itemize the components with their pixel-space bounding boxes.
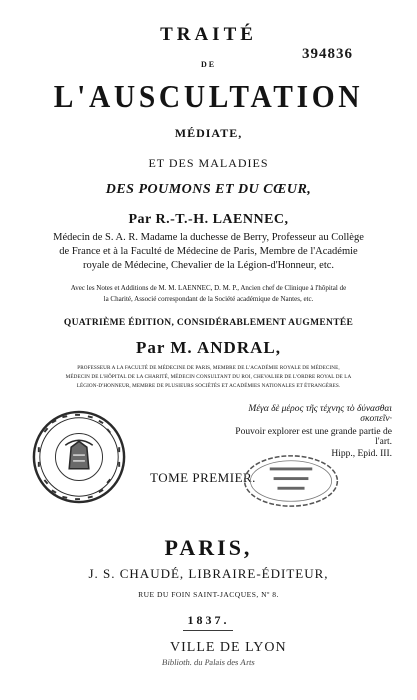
editor-desc-line: MÉDECIN DE L'HÔPITAL DE LA CHARITÉ, MÉDECIN CONSULTANT DU ROI, CHEVALIER DE L'ORDRE ROYAL DE LA (65, 374, 352, 380)
epigraph-citation: Hipp., Epid. III. (331, 449, 392, 459)
title-poumons: DES POUMONS ET DU CŒUR, (105, 182, 312, 197)
imprint-year: 1837. (187, 613, 230, 627)
imprint-city: PARIS, (164, 535, 253, 560)
oval-library-stamp (240, 452, 342, 510)
editor-byline: Par M. ANDRAL, (136, 338, 281, 357)
main-title: L'AUSCULTATION (53, 78, 364, 114)
imprint-address: RUE DU FOIN SAINT-JACQUES, Nº 8. (138, 590, 279, 599)
editor-desc-line: PROFESSEUR A LA FACULTÉ DE MÉDECINE DE PARIS, MEMBRE DE L'ACADÉMIE ROYALE DE MÉDECINE, (77, 365, 340, 371)
library-stamp-ville: VILLE DE LYON (170, 640, 287, 655)
notes-line: Avec les Notes et Additions de M. M. LAENNEC, D. M. P., Ancien chef de Clinique à l'hôpital de (70, 284, 347, 292)
edition-statement: QUATRIÈME ÉDITION, CONSIDÉRABLEMENT AUGMENTÉE (63, 318, 354, 328)
author-desc-line: royale de Médecine, Chevalier de la Légion-d'Honneur, etc. (82, 260, 335, 271)
title-de: DE (200, 60, 217, 69)
volume-label: TOME PREMIER. (150, 470, 256, 485)
author-desc-line: de France et à la Faculté de Médecine de Paris, Membre de l'Académie (59, 246, 358, 257)
epigraph-french: Pouvoir explorer est une grande partie de l'art. (235, 427, 392, 447)
title-maladies: ET DES MALADIES (148, 156, 269, 170)
divider-rule (183, 630, 233, 631)
epigraph-greek: Μέγα δὲ μέρος τῆς τέχνης τὸ δύνασθαι σκοπεῖν· (248, 404, 392, 424)
round-library-stamp (30, 408, 128, 506)
title-mediate: MÉDIATE, (174, 126, 243, 140)
shelf-number-stamp: 394836 (302, 46, 353, 62)
editor-desc-line: LÉGION-D'HONNEUR, MEMBRE DE PLUSIEURS SOCIÉTÉS ET ACADÉMIES NATIONALES ET ÉTRANGÈRES. (76, 383, 341, 389)
title-traite: TRAITÉ (160, 24, 257, 45)
imprint-publisher: J. S. CHAUDÉ, LIBRAIRE-ÉDITEUR, (88, 566, 329, 581)
author-desc-line: Médecin de S. A. R. Madame la duchesse de Berry, Professeur au Collège (53, 232, 364, 243)
library-stamp-biblio: Biblioth. du Palais des Arts (161, 657, 256, 667)
epigraph (222, 404, 392, 459)
author-byline: Par R.-T.-H. LAENNEC, (128, 212, 289, 227)
notes-line: la Charité, Associé correspondant de la Société académique de Nantes, etc. (103, 295, 314, 303)
